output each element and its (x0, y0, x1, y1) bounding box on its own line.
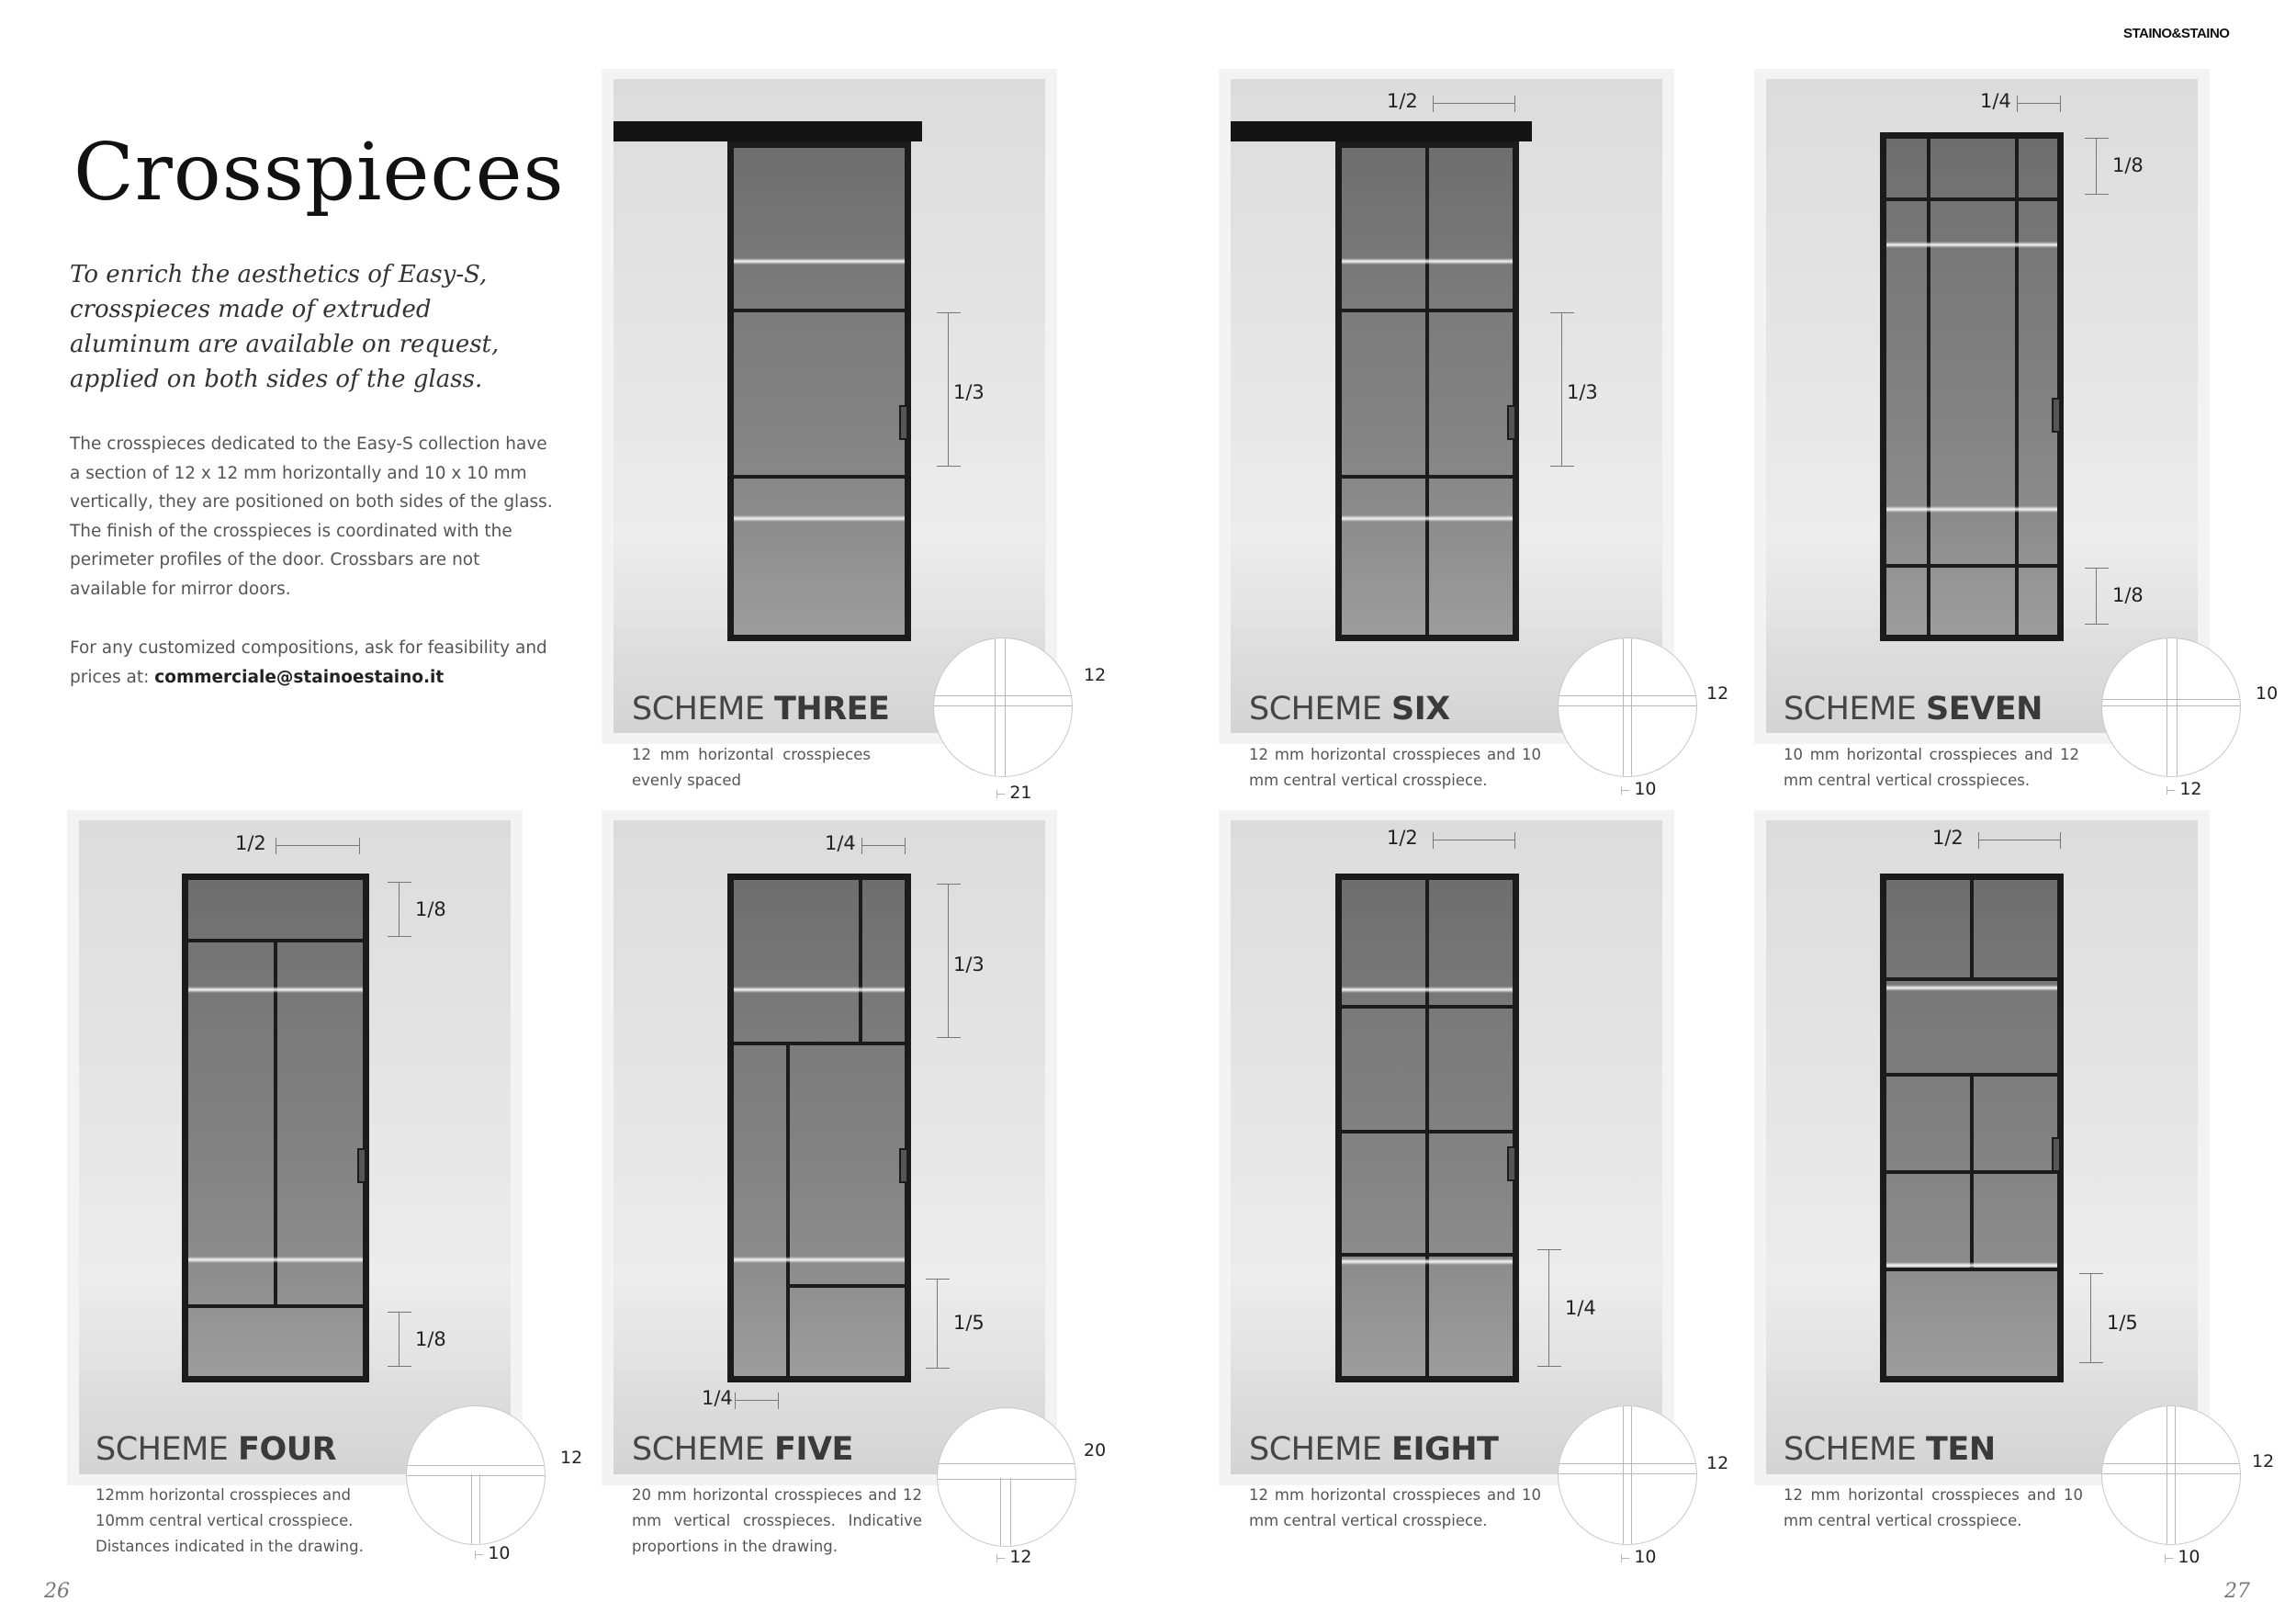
page-title: Crosspieces (73, 127, 565, 219)
scheme-ten-desc: 12 mm horizontal crosspieces and 10 mm central vertical crosspiece. (1784, 1486, 2083, 1529)
dim-seven-2: 1/8 (2112, 154, 2144, 176)
scheme-six-label: SCHEME SIX (1249, 691, 1450, 727)
section-h-seven: 10 (2256, 683, 2279, 704)
scheme-four-label: SCHEME FOUR (96, 1431, 337, 1468)
scheme-three-label: SCHEME THREE (632, 691, 890, 727)
section-h-ten: 12 (2252, 1451, 2275, 1472)
dim-seven-3: 1/8 (2112, 584, 2144, 606)
door-three (727, 141, 911, 641)
scheme-ten-label: SCHEME TEN (1784, 1431, 1996, 1468)
door-five (727, 874, 911, 1382)
section-circle-eight (1558, 1405, 1697, 1545)
dim-three-1: 1/3 (953, 381, 985, 403)
scheme-eight-photo (1231, 820, 1662, 1474)
section-w-eight: ⊢ 10 (1620, 1547, 1657, 1567)
scheme-three-photo (613, 79, 1045, 733)
section-w-four: ⊢ 10 (474, 1543, 511, 1563)
dim-four-2: 1/8 (415, 898, 446, 920)
dim-six-2: 1/3 (1567, 381, 1598, 403)
scheme-eight-desc: 12 mm horizontal crosspieces and 10 mm central vertical crosspiece. (1249, 1486, 1541, 1529)
dim-four-1: 1/2 (235, 832, 266, 854)
section-h-three: 12 (1084, 665, 1107, 685)
contact-email-link[interactable]: commerciale@stainoestaino.it (154, 667, 445, 687)
dim-five-1: 1/4 (825, 832, 856, 854)
section-circle-seven (2101, 637, 2241, 777)
scheme-three-desc: 12 mm horizontal crosspieces evenly spaced (632, 746, 871, 789)
contact-text: For any customized compositions, ask for feasibility and prices at: (70, 638, 547, 687)
scheme-seven-photo (1766, 79, 2198, 733)
scheme-eight-label: SCHEME EIGHT (1249, 1431, 1499, 1468)
contact-paragraph (70, 634, 557, 692)
scheme-ten-photo (1766, 820, 2198, 1474)
intro-text: To enrich the aesthetics of Easy-S, crosspieces made of extruded aluminum are available on request, applied on both sides of the glass. (70, 261, 500, 393)
scheme-five-photo (613, 820, 1045, 1474)
door-eight (1335, 874, 1519, 1382)
section-h-four: 12 (560, 1448, 583, 1468)
page-number-left: 26 (44, 1580, 70, 1603)
scheme-six-desc: 12 mm horizontal crosspieces and 10 mm central vertical crosspiece. (1249, 746, 1541, 789)
section-w-five: ⊢ 12 (996, 1547, 1032, 1567)
dim-ten-1: 1/2 (1932, 827, 1964, 849)
dim-eight-1: 1/2 (1387, 827, 1418, 849)
section-circle-three (933, 637, 1073, 777)
dim-four-3: 1/8 (415, 1328, 446, 1350)
door-seven (1880, 132, 2064, 641)
page-number-right: 27 (2224, 1580, 2250, 1603)
door-four (182, 874, 369, 1382)
door-six (1335, 141, 1519, 641)
section-w-ten: ⊢ 10 (2164, 1547, 2200, 1567)
section-h-six: 12 (1706, 683, 1729, 704)
dim-five-4: 1/4 (702, 1387, 733, 1409)
scheme-four-desc: 12mm horizontal crosspieces and 10mm central vertical crosspiece. Distances indicated in the drawing. (96, 1486, 364, 1555)
section-w-three: ⊢ 21 (996, 783, 1032, 803)
section-circle-five (937, 1407, 1076, 1547)
scheme-seven-desc: 10 mm horizontal crosspieces and 12 mm central vertical crosspieces. (1784, 746, 2079, 789)
dim-five-3: 1/5 (953, 1312, 985, 1334)
section-w-seven: ⊢ 12 (2166, 779, 2202, 799)
section-circle-four (406, 1405, 546, 1545)
dim-ten-2: 1/5 (2107, 1312, 2138, 1334)
door-ten (1880, 874, 2064, 1382)
section-circle-ten (2101, 1405, 2241, 1545)
scheme-five-desc: 20 mm horizontal crosspieces and 12 mm vertical crosspieces. Indicative proportions in the drawing. (632, 1486, 922, 1555)
section-h-eight: 12 (1706, 1453, 1729, 1473)
scheme-five-label: SCHEME FIVE (632, 1431, 853, 1468)
dim-eight-2: 1/4 (1565, 1297, 1596, 1319)
section-w-six: ⊢ 10 (1620, 779, 1657, 799)
dim-seven-1: 1/4 (1980, 90, 2011, 112)
scheme-six-photo (1231, 79, 1662, 733)
section-h-five: 20 (1084, 1440, 1107, 1460)
brand-logo: STAINO&STAINO (2123, 26, 2230, 41)
section-circle-six (1558, 637, 1697, 777)
dim-six-1: 1/2 (1387, 90, 1418, 112)
body-paragraph: The crosspieces dedicated to the Easy-S collection have a section of 12 x 12 mm horizontally and 10 x 10 mm vertically, they are positioned on both sides of the glass. The finish of the crosspieces is coordinated with the perimeter profiles of the door. Crossbars are not available for mirror doors. (70, 434, 553, 599)
scheme-seven-label: SCHEME SEVEN (1784, 691, 2043, 727)
dim-five-2: 1/3 (953, 953, 985, 976)
